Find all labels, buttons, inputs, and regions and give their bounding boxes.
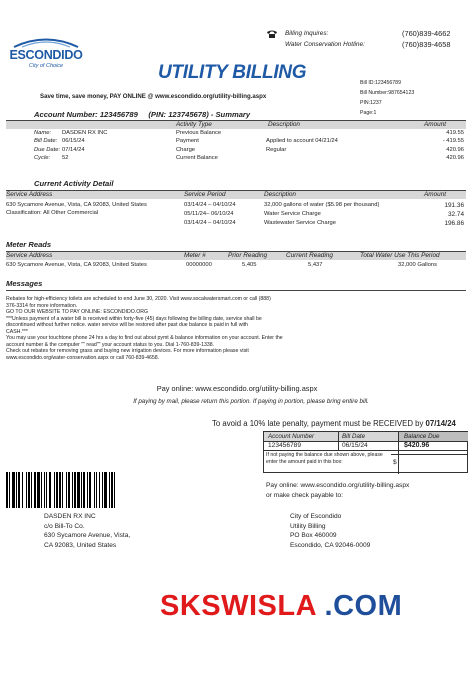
conservation-phone: (760)839-4658 bbox=[402, 40, 451, 49]
conservation-label: Water Conservation Hotline: bbox=[285, 41, 365, 48]
due-date-value: 07/14/24 bbox=[62, 146, 85, 153]
meter-header-meter: Meter # bbox=[184, 252, 206, 259]
messages-heading: Messages bbox=[6, 279, 43, 288]
stub-pay-line1: Pay online: www.escondido.org/utility-billing.aspx bbox=[266, 482, 410, 489]
logo-tagline: City of Choice bbox=[28, 63, 64, 69]
billing-phone: (760)839-4662 bbox=[402, 29, 451, 38]
stub-header-bill-date: Bill Date bbox=[342, 433, 366, 440]
message-line: Rebates for high-efficiency toilets are scheduled to end June 30, 2020. Visit www.socalwatersmart.com or call (888) bbox=[6, 296, 271, 302]
meter-header-prior: Prior Reading bbox=[228, 252, 268, 259]
dollar-sign: $ bbox=[393, 459, 397, 466]
billing-label: Billing Inquires: bbox=[285, 30, 329, 37]
detail-description: 32,000 gallons of water ($5.98 per thousand) bbox=[264, 202, 380, 208]
account-heading: Account Number: 123456789 (PIN: 123745678) - Summary bbox=[34, 110, 251, 119]
message-line: CASH.*** bbox=[6, 328, 28, 335]
watermark-domain: .COM bbox=[324, 590, 403, 622]
message-line: ***Unless payment of a water bill is received within forty-five (45) days following the billing date, service shall be bbox=[6, 315, 262, 322]
bill-ids bbox=[360, 80, 414, 116]
logo-arc-icon bbox=[6, 34, 86, 48]
detail-row bbox=[184, 211, 466, 220]
meter-number: 00000000 bbox=[186, 262, 212, 268]
detail-period: 03/14/24 – 04/10/24 bbox=[184, 219, 236, 226]
stub-pay-line2: or make check payable to: bbox=[266, 492, 343, 499]
detail-rows bbox=[184, 202, 466, 228]
stub-divider-h2 bbox=[264, 450, 468, 451]
detail-address: 630 Sycamore Avenue, Vista, CA 92083, United States bbox=[6, 202, 147, 208]
meter-header-current: Current Reading bbox=[286, 252, 333, 259]
remit-address-line: Utility Billing bbox=[290, 522, 326, 530]
bill-date-label: Bill Date: bbox=[34, 138, 58, 145]
summary-row bbox=[176, 130, 466, 138]
meter-current: 5,437 bbox=[308, 262, 323, 268]
bill-id: Bill ID:123456789 bbox=[360, 80, 401, 86]
penalty-line bbox=[212, 419, 456, 428]
summary-header bbox=[6, 121, 466, 129]
summary-description: Regular bbox=[266, 146, 287, 153]
summary-header-activity: Activity Type bbox=[176, 121, 212, 128]
message-line: GO TO OUR WEBSITE TO PAY ONLINE: ESCONDIDO.ORG bbox=[6, 309, 149, 315]
stub-note: If not paying the balance due shown above, please enter the amount paid in this box: bbox=[266, 452, 383, 465]
summary-left-row bbox=[34, 147, 107, 155]
remit-address-line: Escondido, CA 92046-0009 bbox=[290, 541, 371, 549]
phone-icon bbox=[266, 30, 278, 39]
meter-prior: 5,405 bbox=[242, 262, 257, 268]
summary-activity: Previous Balance bbox=[176, 130, 222, 136]
summary-left-row bbox=[34, 138, 107, 146]
stub-account: 123456789 bbox=[268, 442, 302, 449]
message-line: account number & the computer "" read"" your account status to you. Dial 1-760-839-1338. bbox=[6, 341, 215, 348]
detail-header bbox=[6, 191, 466, 199]
page-number: Page:1 bbox=[360, 109, 377, 116]
stub-table bbox=[263, 431, 468, 473]
detail-header-address: Service Address bbox=[6, 191, 53, 198]
watermark-text: SKSWISLA bbox=[160, 590, 316, 622]
meter-row bbox=[6, 262, 466, 271]
detail-description: Water Service Charge bbox=[264, 210, 321, 217]
page-title: UTILITY BILLING bbox=[158, 62, 307, 83]
summary-amount: 419.55 bbox=[446, 130, 464, 136]
detail-period: 05/11/24– 06/10/24 bbox=[184, 210, 234, 217]
mail-note: If paying by mail, please return this portion. If paying in portion, please bring entire bill. bbox=[133, 398, 369, 405]
detail-amount: 191.36 bbox=[444, 202, 464, 209]
summary-header-description: Description bbox=[268, 121, 300, 128]
customer-address-line: DASDEN RX INC bbox=[44, 513, 96, 520]
summary-amount: 420.96 bbox=[446, 155, 464, 162]
logo-name: ESCONDIDO bbox=[9, 48, 83, 62]
detail-heading: Current Activity Detail bbox=[34, 179, 114, 188]
amount-paid-input[interactable] bbox=[391, 454, 468, 472]
barcode bbox=[6, 472, 224, 508]
summary-activity: Current Balance bbox=[176, 155, 218, 162]
page-subtitle: Save time, save money, PAY ONLINE @ www.escondido.org/utility-billing.aspx bbox=[40, 93, 267, 100]
summary-left bbox=[34, 130, 107, 164]
name-label: Name: bbox=[34, 130, 52, 136]
message-line: 376-3314 for more information. bbox=[6, 302, 78, 309]
customer-address-line: 630 Sycamore Avenue, Vista, bbox=[44, 532, 131, 540]
message-line: You may use your touchtone phone 24 hrs a day to find out about pymt & balance information on your account. Enter the bbox=[6, 335, 283, 341]
detail-row bbox=[184, 220, 466, 229]
detail-description: Wastewater Service Charge bbox=[264, 219, 336, 226]
customer-address-line: CA 92083, United States bbox=[44, 541, 117, 549]
meter-address: 630 Sycamore Avenue, Vista, CA 92083, United States bbox=[6, 262, 147, 268]
name-value: DASDEN RX INC bbox=[62, 130, 108, 136]
watermark bbox=[160, 590, 402, 623]
summary-left-row bbox=[34, 155, 107, 163]
remit-address bbox=[290, 512, 370, 550]
detail-header-description: Description bbox=[264, 191, 296, 198]
message-line: discontinued without further notice. water service will be restored after past due balance is paid in full with bbox=[6, 322, 248, 328]
remit-address-line: PO Box 460009 bbox=[290, 532, 337, 540]
messages-underline bbox=[6, 290, 466, 291]
message-line: Check out rebates for removing grass and buying new irrigation devices. For more information please visit bbox=[6, 348, 249, 354]
city-logo bbox=[6, 34, 86, 74]
meter-header bbox=[6, 252, 466, 260]
detail-period: 03/14/24 – 04/10/24 bbox=[184, 202, 236, 208]
pay-online-line: Pay online: www.escondido.org/utility-billing.aspx bbox=[156, 384, 318, 393]
remit-address-line: City of Escondido bbox=[290, 513, 342, 520]
bill-date-value: 06/15/24 bbox=[62, 138, 85, 145]
customer-address-line: c/o Bill-To Co. bbox=[44, 522, 85, 530]
detail-amount: 32.74 bbox=[448, 210, 464, 218]
summary-activity: Payment bbox=[176, 138, 199, 145]
summary-rows bbox=[176, 130, 466, 164]
due-date-label: Due Date: bbox=[34, 146, 61, 153]
detail-header-period: Service Period bbox=[184, 191, 226, 198]
summary-description: Applied to account 04/21/24 bbox=[266, 138, 338, 145]
meter-heading: Meter Reads bbox=[6, 240, 52, 249]
summary-row bbox=[176, 138, 466, 146]
summary-row bbox=[176, 155, 466, 163]
message-line: www.escondido.org/water-conservation.aspx or call 760-839-4658. bbox=[6, 354, 160, 361]
customer-address bbox=[44, 512, 130, 550]
meter-header-total: Total Water Use This Period bbox=[360, 252, 440, 259]
meter-header-address: Service Address bbox=[6, 252, 53, 259]
summary-row bbox=[176, 147, 466, 155]
cycle-value: 52 bbox=[62, 155, 69, 162]
summary-amount: 420.96 bbox=[446, 146, 464, 153]
penalty-date: 07/14/24 bbox=[425, 419, 456, 428]
cycle-label: Cycle: bbox=[34, 155, 51, 162]
stub-header-account: Account Number bbox=[268, 433, 315, 440]
detail-header-amount: Amount bbox=[424, 191, 447, 198]
stub-bill-date: 06/15/24 bbox=[342, 442, 368, 449]
penalty-text: To avoid a 10% late penalty, payment must be RECEIVED by bbox=[212, 419, 426, 428]
summary-activity: Charge bbox=[176, 146, 196, 153]
summary-header-amount: Amount bbox=[424, 121, 447, 128]
detail-row bbox=[184, 202, 466, 211]
meter-total: 32,000 Gallons bbox=[398, 262, 437, 268]
detail-amount: 196.86 bbox=[444, 219, 464, 227]
detail-classification: Classification: All Other Commercial bbox=[6, 210, 99, 216]
stub-header-balance: Balance Due bbox=[404, 433, 440, 440]
stub-balance: $420.96 bbox=[404, 442, 430, 449]
summary-amount: - 419.55 bbox=[442, 138, 464, 145]
pin: PIN:1237 bbox=[360, 99, 382, 106]
barcode-gap bbox=[115, 472, 117, 508]
messages-body bbox=[6, 296, 406, 361]
bill-number: Bill Number:987654123 bbox=[360, 89, 415, 96]
summary-left-row bbox=[34, 130, 107, 138]
